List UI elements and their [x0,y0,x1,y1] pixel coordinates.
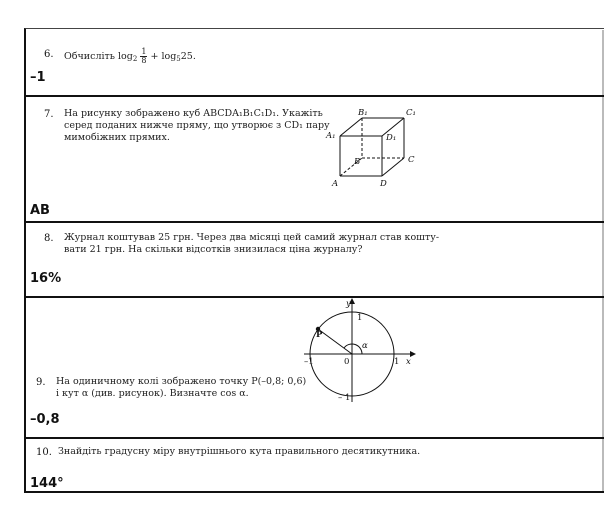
problem-6-fraction [140,48,147,65]
divider-bottom [24,491,604,493]
cube-label-d1: D₁ [386,133,397,143]
cube-label-d: D [380,179,387,189]
problem-9-number: 9. [36,377,46,388]
problem-6-frac-den: 8 [141,56,147,65]
problem-6-answer: –1 [30,70,46,85]
problem-6-base1: 2 [132,55,138,63]
problem-7-text [64,108,330,144]
problem-6-lead: Обчисліть [64,51,115,62]
axis-label-y: y [346,299,351,309]
problem-7-line-2: серед поданих нижче пряму, що утворює з CD₁ пару [64,120,330,131]
page-frame [24,28,604,493]
problem-9-text [56,376,306,400]
tick-label-one-top: 1 [357,313,363,323]
angle-label: α [362,341,368,351]
problem-8-answer: 16% [30,271,62,286]
divider-4 [24,437,604,439]
x-axis-arrow-icon [410,351,416,357]
problem-6-log2: log [161,51,177,62]
problem-8-number: 8. [44,233,54,244]
problem-7-number: 7. [44,109,54,120]
cube-label-c1: C₁ [406,108,416,118]
problem-9-line-1: На одиничному колі зображено точку P(–0,8; 0,6) [56,376,307,387]
problem-9-answer: –0,8 [30,412,60,427]
problem-10-text [58,446,420,458]
problem-6-number: 6. [44,49,54,60]
problem-8-text [64,232,439,256]
divider-2 [24,221,604,223]
unit-circle-figure [300,298,422,408]
problem-6-log1: log [117,51,133,62]
cube-edge-dc [382,158,404,176]
radius-op [318,329,352,354]
problem-8-line-1: Журнал коштував 25 грн. Через два місяці цей самий журнал став кошту- [64,232,440,243]
point-p-label: P [316,330,323,340]
cube-label-c: C [408,155,415,165]
problem-7-answer: AB [30,203,50,218]
cube-figure [322,106,432,192]
cube-label-b: B [354,157,361,167]
axis-label-x: x [406,357,411,367]
problem-7-line-3: мимобіжних прямих. [64,132,170,143]
origin-label: 0 [344,357,350,367]
problem-10-line-1: Знайдіть градусну міру внутрішнього кута правильного десятикутника. [58,446,421,457]
tick-label-minus-one-left: –1 [304,357,314,367]
tick-label-minus-one-bottom: – 1 [338,393,351,403]
tick-label-one-right: 1 [394,357,400,367]
cube-label-a: A [332,179,339,189]
problem-6-text [64,48,196,65]
problem-8-line-2: вати 21 грн. На скільки відсотків знизилася ціна журналу? [64,244,363,255]
divider-1 [24,95,604,97]
angle-arc [344,344,362,354]
cube-label-b1: B₁ [358,108,368,118]
cube-edge-a1b1 [340,118,362,136]
problem-6-base2: 5 [176,55,181,63]
problem-6-frac-num: 1 [141,47,147,56]
problem-10-answer: 144° [30,476,64,491]
problem-6-plus: + [150,51,159,62]
cube-label-a1: A₁ [326,131,336,141]
problem-6-arg2: 25. [180,51,196,62]
problem-9-line-2: і кут α (див. рисунок). Визначте cos α. [56,388,249,399]
problem-10-number: 10. [36,447,52,458]
problem-7-line-1: На рисунку зображено куб ABCDA₁B₁C₁D₁. Укажіть [64,108,323,119]
